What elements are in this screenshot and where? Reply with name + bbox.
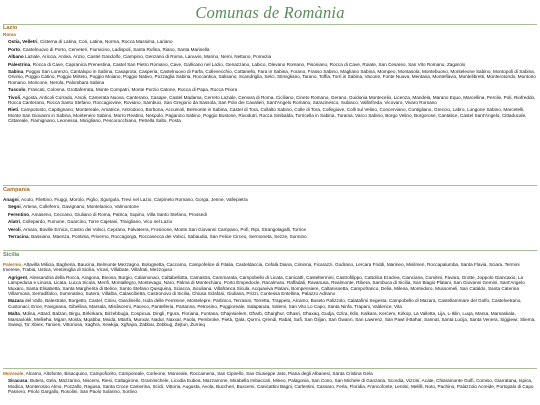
page-title: Comunas de Romània [195,3,345,22]
commune-group-head: Porto [8,46,21,52]
commune-group-head: Alatri [8,219,20,225]
commune-group-head: Monreale [3,371,24,376]
commune-group-body: , Poggio San Lorenzo, Cantalupo in Sabina, Casaprota, Casperia, Castelnuovo di Farfa, Collevecchio, Cottanello, Fara in Sabina, Forano, Frasso Sabino, Magliano Sabina, Mompeo, Montasola, Montebuono, Monteleone Sabino, Montopoli di Sabina, Orvinio, Poggio Catino, Poggio Mirteto, Poggio Moiano, Poggio Nativo, Pozzaglia Sabina, Roccantica, Salisano, Scandriglia, Selci, Stimigliano, Tarano, Toffia, Torri in Sabina, Vacone, Fonte Nuova, Mentana, Monteflavio, Montelibretti, Monterotondo, Montorio Romano, Moricone, Nerola, Palombara Sabina [8,69,536,85]
commune-group-head: Terracina [8,234,29,240]
commune-group [3,107,537,123]
commune-group-head: Mazara [8,298,24,304]
commune-group-head: Palestrina [8,61,31,67]
commune-group [3,378,537,394]
commune-group-body: , Castelnuovo di Porto, Cerveteri, Fiumicino, Ladispoli, Santa Rufina, Riano, Santa Marinella [20,46,210,52]
commune-group-body: , Amaseno, Ceccano, Giuliano di Roma, Patrica, Supino, Villa Santo Stefano, Prossedi [29,211,207,217]
commune-group [3,227,537,232]
section-divider [3,250,537,251]
commune-group [3,298,537,309]
commune-group-body: , Collepardo, Fumone, Guarcino, Torre Cajetani, Trivigliano, Vico nel Lazio [19,219,173,225]
commune-group [3,95,537,106]
commune-group [3,62,537,67]
commune-group [3,262,537,273]
commune-group-head: Ostia, Velletri [8,39,38,45]
campania-list [3,197,537,241]
commune-group [3,219,537,224]
commune-group-body: , Artena, Colleferro, Gavignano, Montelanico, Valmontone [20,204,139,210]
commune-group-body: del Vallo, Balestrate, Borgetto, Castel, Cinisi, Giardinello, Isola delle Femmine, Montelepre, Partinico, Terrasini, Torretta, Trappeto, Alcamo, Buseto Palizzolo, Calatafimi Segesta, Campobello di Mazara, Castellammare del Golfo, Castelvetrano, Custonaci, Erice, Favignana, Gibellina, Marsala, Misiliscemi, Paceco, Pantelleria, Partanna, Petrosino, Poggioreale, Salaparuta, Salemi, San Vito Lo Capo, Santa Ninfa, Trapani, Valderice, Vita [8,298,522,309]
commune-group [3,39,537,44]
commune-group-body: , Arnara, Boville Ernica, Castro dei Volsci, Ceprano, Falvaterra, Frosinone, Monte San Giovanni Campano, Pofi, Ripi, Strangolagalli, Torrice [20,226,307,232]
commune-group-body: , Rocca di Cave, Capranica Prenestina, Castel San Pietro Romano, Cave, Gallicano nel Lazio, Genazzano, Labico, Olevano Romano, Pisoniano, Rocca di Cave, Roiate, San Cesareo, San Vito Romano, Zagarolo [30,61,466,67]
commune-group-head: Sabina [8,69,24,75]
commune-group-body: , Altavilla Milicia, Bagheria, Baucina, Belmonte Mezzagno, Bolognetta, Caccamo, Campofelice di Fitalia, Casteldaccia, Cefalà Diana, Ciminna, Ficarazzi, Godrano, Lercara Friddi, Marineo, Misilmeri, Roccapalumba, Santa Flavia, Sciara, Termini Imerese, Trabia, Ustica, Ventimiglia di Sicilia, Vicari, Villabate, Villafrati, Mezzojuso [3,262,520,273]
commune-group [3,371,537,376]
sicilia-list [3,262,537,329]
commune-group-head: Malta [8,311,20,317]
commune-group-head: Veroli [8,226,21,232]
commune-group-head: Tivoli [8,94,21,100]
commune-group-body: , Alessandria della Rocca, Aragona, Bivona, Burgio, Calamonaci, Caltabellotta, Camastra, Cammarata, Campobello di Licata, Canicattì, Castelterrnini, Castrofilippo, Cattolica Eraclea, Cianciana, Comitini, Favara, Grotte, Joppolo Giancaxio, La Lampedusa e Linosa, Licata, Lucca Sicula, Menfi, Montallegro, Montevago, Naro, Palma di Montechiaro, Porto Empedocle, Racalmuto, Raffadali, Ravanusa, Realmonte, Ribera, Sambuca di Sicilia, San Biagio Platani, San Giovanni Gemini, Sant'Angelo Muxaro, Santa Elisabetta, Santa Margherita di Belice, Santo Stefano Quisquina, Sciacca, Siculiana, Villafranca Sicula, Acquaviva Platani, Bompensiere, Caltanissetta, Campofranco, Delia, Milena, Montedoro, Mussomeli, San Cataldo, Santa Caterina Villarmosa, Serradifalco, Sommatino, Sutera, Villalba, Calascibetta, Castronovo di Sicilia, Chiusa Sclafani, Giuliana, Prizzi, Contessa Entellina, Palazzo Adriano [8,274,525,297]
commune-group [3,234,537,239]
commune-group-body: , Mdina, Attard, Balzan, Birgu, Birkirkara, Birżebbuġa, Cospicua, Dingli, Fgura, Floriana, Fontana, Għajnsielem, Għarb, Għargħur, Għasri, Għaxaq, Gudja, Gżira, Iklin, Kalkara, Kerċem, Kirkop, La Valletta, Lija, L-Iklin, Luqa, Marsa, Marsaskala, Marsaxlokk, Mellieħa, Mġarr, Mosta, Mqabba, Msida, Mtarfa, Munxar, Nadur, Naxxar, Paola, Pembroke, Pietà, Qala, Qormi, Qrendi, Rabat, Safi, San Ġiljan, San Ġwann, San Lawrenz, San Pawl il-Baħar, Sannat, Santa Luċija, Santa Venera, Siġġiewi, Sliema, Swieqi, Ta' Xbiex, Tarxien, Vittoriosa, Xagħra, Xewkija, Xgħajra, Żabbar, Żebbuġ, Żejtun, Żurrieq [8,311,536,328]
commune-group-head: Rieti [8,107,19,113]
commune-group-head: Palermo [3,262,22,267]
commune-group [3,197,537,202]
commune-group-head: Roma [3,32,16,37]
commune-group-body: , Cisterna di Latina, Cori, Latina, Norma, Rocca Massima, Lariano [37,39,173,45]
commune-group-body: Laziale, Ariccia, Ardea, Anzio, Castel Gandolfo, Ciampino, Genzano di Roma, Lanuvio, Marino, Nemi, Nettuno, Pomezia [23,54,272,60]
commune-group-body: , Acuto, Filettino, Fiuggi, Morolo, Piglio, Sgurgola, Trevi nel Lazio, Carpineto Romano, Gorga, Jenne, Vallepietra [18,197,248,202]
commune-group [3,87,537,92]
sicilia-tail-list [3,371,537,397]
commune-group [3,212,537,217]
commune-group [3,275,537,297]
commune-group-body: , Bassiano, Maenza, Pontinia, Priverno, Roccagorga, Roccasecca dei Volsci, Sabaudia, San Felice Circeo, Sermoneta, Sezze, Sonnino [28,234,307,240]
commune-group-head: Siracusa [8,378,28,384]
commune-group [3,204,537,209]
commune-group [3,47,537,52]
section-divider [3,368,537,369]
commune-group-body: , Agosta, Anticoli Corrado, Arsoli, Camerata Nuova, Canterano, Casape, Castel Madama, Cerreto Laziale, Cervara di Roma, Ciciliano, Cineto Romano, Gerano, Guidonia Montecelio, Licenza, Mandela, Marano Equo, Marcellina, Percile, Poli, Riofreddo, Rocca Canterano, Rocca Santo Stefano, Roccagiovine, Roviano, Sambuci, San Gregorio da Sassola, San Polo dei Cavalieri, Sant'Angelo Romano, Saracinesco, Subiaco, Vallinfreda, Vicovaro, Vivaro Romano [8,94,536,106]
commune-group-head: Albano [8,54,24,60]
commune-group-head: Segni [8,204,21,210]
commune-group-head: Tuscolo [8,87,26,93]
commune-group [3,32,537,37]
commune-group [3,69,537,85]
commune-group-body: , Campotosto, Capitignano, Montereale, Amatrice, Antrodoco, Borbona, Accumoli, Belmonte in Sabina, Castel di Tora, Collalto Sabino, Colle di Tora, Collegiove, Colli sul Velino, Concerviano, Contigliano, Greccio, Labro, Longone Sabino, Marcetelli, Monte San Giovanni in Sabina, Montenero Sabino, Morro Reatino, Nespolo, Paganico Sabino, Poggio Bustone, Rivodutri, Rocca Sinibalda, Torricella in Sabina, Turania, Varco Sabino, Borgo Velino, Borgorose, Cantalice, Castel Sant'Angelo, Cittaducale, Cittareale, Fiamignano, Leonessa, Micigliano, Pescorocchiano, Petrella Salto, Posta [8,107,527,124]
commune-group-head: Agrigent [8,274,28,280]
commune-group-head: Anagni [3,197,19,202]
region-label-sicilia: Sicilia [3,252,20,258]
lazio-list [3,32,537,126]
section-divider [3,185,537,186]
commune-group-body: , Alcamo, Altofonte, Bisacquino, Campofiorito, Camporeale, Corleone, Monreale, Roccamena, San Cipirello, San Giuseppe Jato, Piana degli Albanesi, Santa Cristina Gela [23,371,373,376]
commune-group-head: Ferentino [8,211,30,217]
commune-group [3,54,537,59]
section-divider [3,24,537,25]
region-label-campania: Campania [3,187,30,193]
commune-group [3,311,537,327]
commune-group-body: , Butera, Gela, Mazzarino, Niscemi, Riesi, Caltagirone, Grammichele, Licodia Eubea, Mazzarrone, Mirabella Imbaccari, Mineo, Palagonia, San Cono, San Michele di Ganzaria, Scordia, Vizzini, Acate, Chiaramonte Gulfi, Comiso, Giarratana, Ispica, Modica, Monterosso Almo, Pozzallo, Ragusa, Santa Croce Camerina, Scicli, Vittoria, Augusta, Avola, Buccheri, Buscemi, Canicattini Bagni, Carlentini, Cassaro, Ferla, Floridia, Francofonte, Lentini, Melilli, Noto, Pachino, Palazzolo Acreide, Portopalo di Capo Passero, Priolo Gargallo, Rosolini, San Paolo Solarino, Sortino [8,378,534,395]
commune-group-body: , Frascati, Colonna, Grottaferrata, Monte Compatri, Monte Porzio Catone, Rocca di Papa, Rocca Priora [25,87,238,93]
region-label-lazio: Lazio [3,25,18,31]
